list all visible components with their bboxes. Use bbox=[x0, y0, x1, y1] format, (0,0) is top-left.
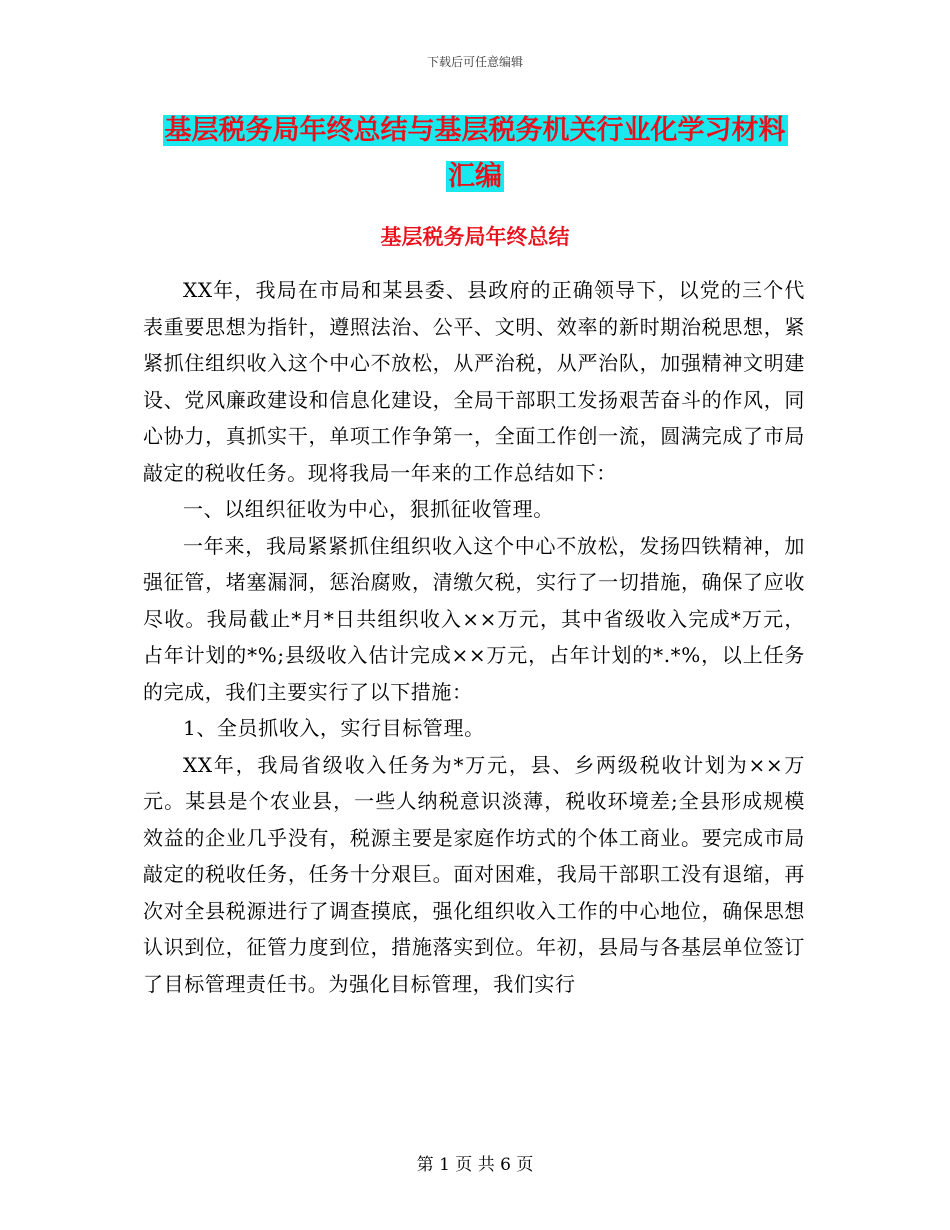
document-body bbox=[143, 272, 805, 1002]
paragraph-heading-1: 一、以组织征收为中心，狠抓征收管理。 bbox=[183, 497, 554, 521]
paragraph-body-2: XX年，我局省级收入任务为*万元，县、乡两级税收计划为××万元。某县是个农业县，一些人纳税意识淡薄，税收环境差;全县形成规模效益的企业几乎没有，税源主要是家庭作坊式的个体工商业。要完成市局敲定的税收任务，任务十分艰巨。面对困难，我局干部职工没有退缩，再次对全县税源进行了调查摸底，强化组织收入工作的中心地位，确保思想认识到位，征管力度到位，措施落实到位。年初，县局与各基层单位签订了目标管理责任书。为强化目标管理，我们实行 bbox=[143, 752, 805, 996]
paragraph-intro: XX年，我局在市局和某县委、县政府的正确领导下，以党的三个代表重要思想为指针，遵照法治、公平、文明、效率的新时期治税思想，紧紧抓住组织收入这个中心不放松，从严治税，从严治队，加强精神文明建设、党风廉政建设和信息化建设，全局干部职工发扬艰苦奋斗的作风，同心协力，真抓实干，单项工作争第一，全面工作创一流，圆满完成了市局敲定的税收任务。现将我局一年来的工作总结如下： bbox=[143, 278, 805, 485]
paragraph-subheading-1: 1、全员抓收入，实行目标管理。 bbox=[183, 716, 485, 740]
paragraph-body-1: 一年来，我局紧紧抓住组织收入这个中心不放松，发扬四铁精神，加强征管，堵塞漏洞，惩治腐败，清缴欠税，实行了一切措施，确保了应收尽收。我局截止*月*日共组织收入××万元，其中省级收入完成*万元，占年计划的*%;县级收入估计完成××万元，占年计划的*.*%，以上任务的完成，我们主要实行了以下措施： bbox=[143, 533, 805, 704]
document-title bbox=[140, 108, 810, 200]
document-title-line-2: 汇编 bbox=[448, 161, 502, 192]
page-number-footer: 第 1 页 共 6 页 bbox=[416, 1155, 534, 1175]
document-title-line-1: 基层税务局年终总结与基层税务机关行业化学习材料 bbox=[164, 115, 786, 146]
section-title: 基层税务局年终总结 bbox=[380, 224, 570, 249]
header-note: 下载后可任意编辑 bbox=[426, 55, 523, 69]
